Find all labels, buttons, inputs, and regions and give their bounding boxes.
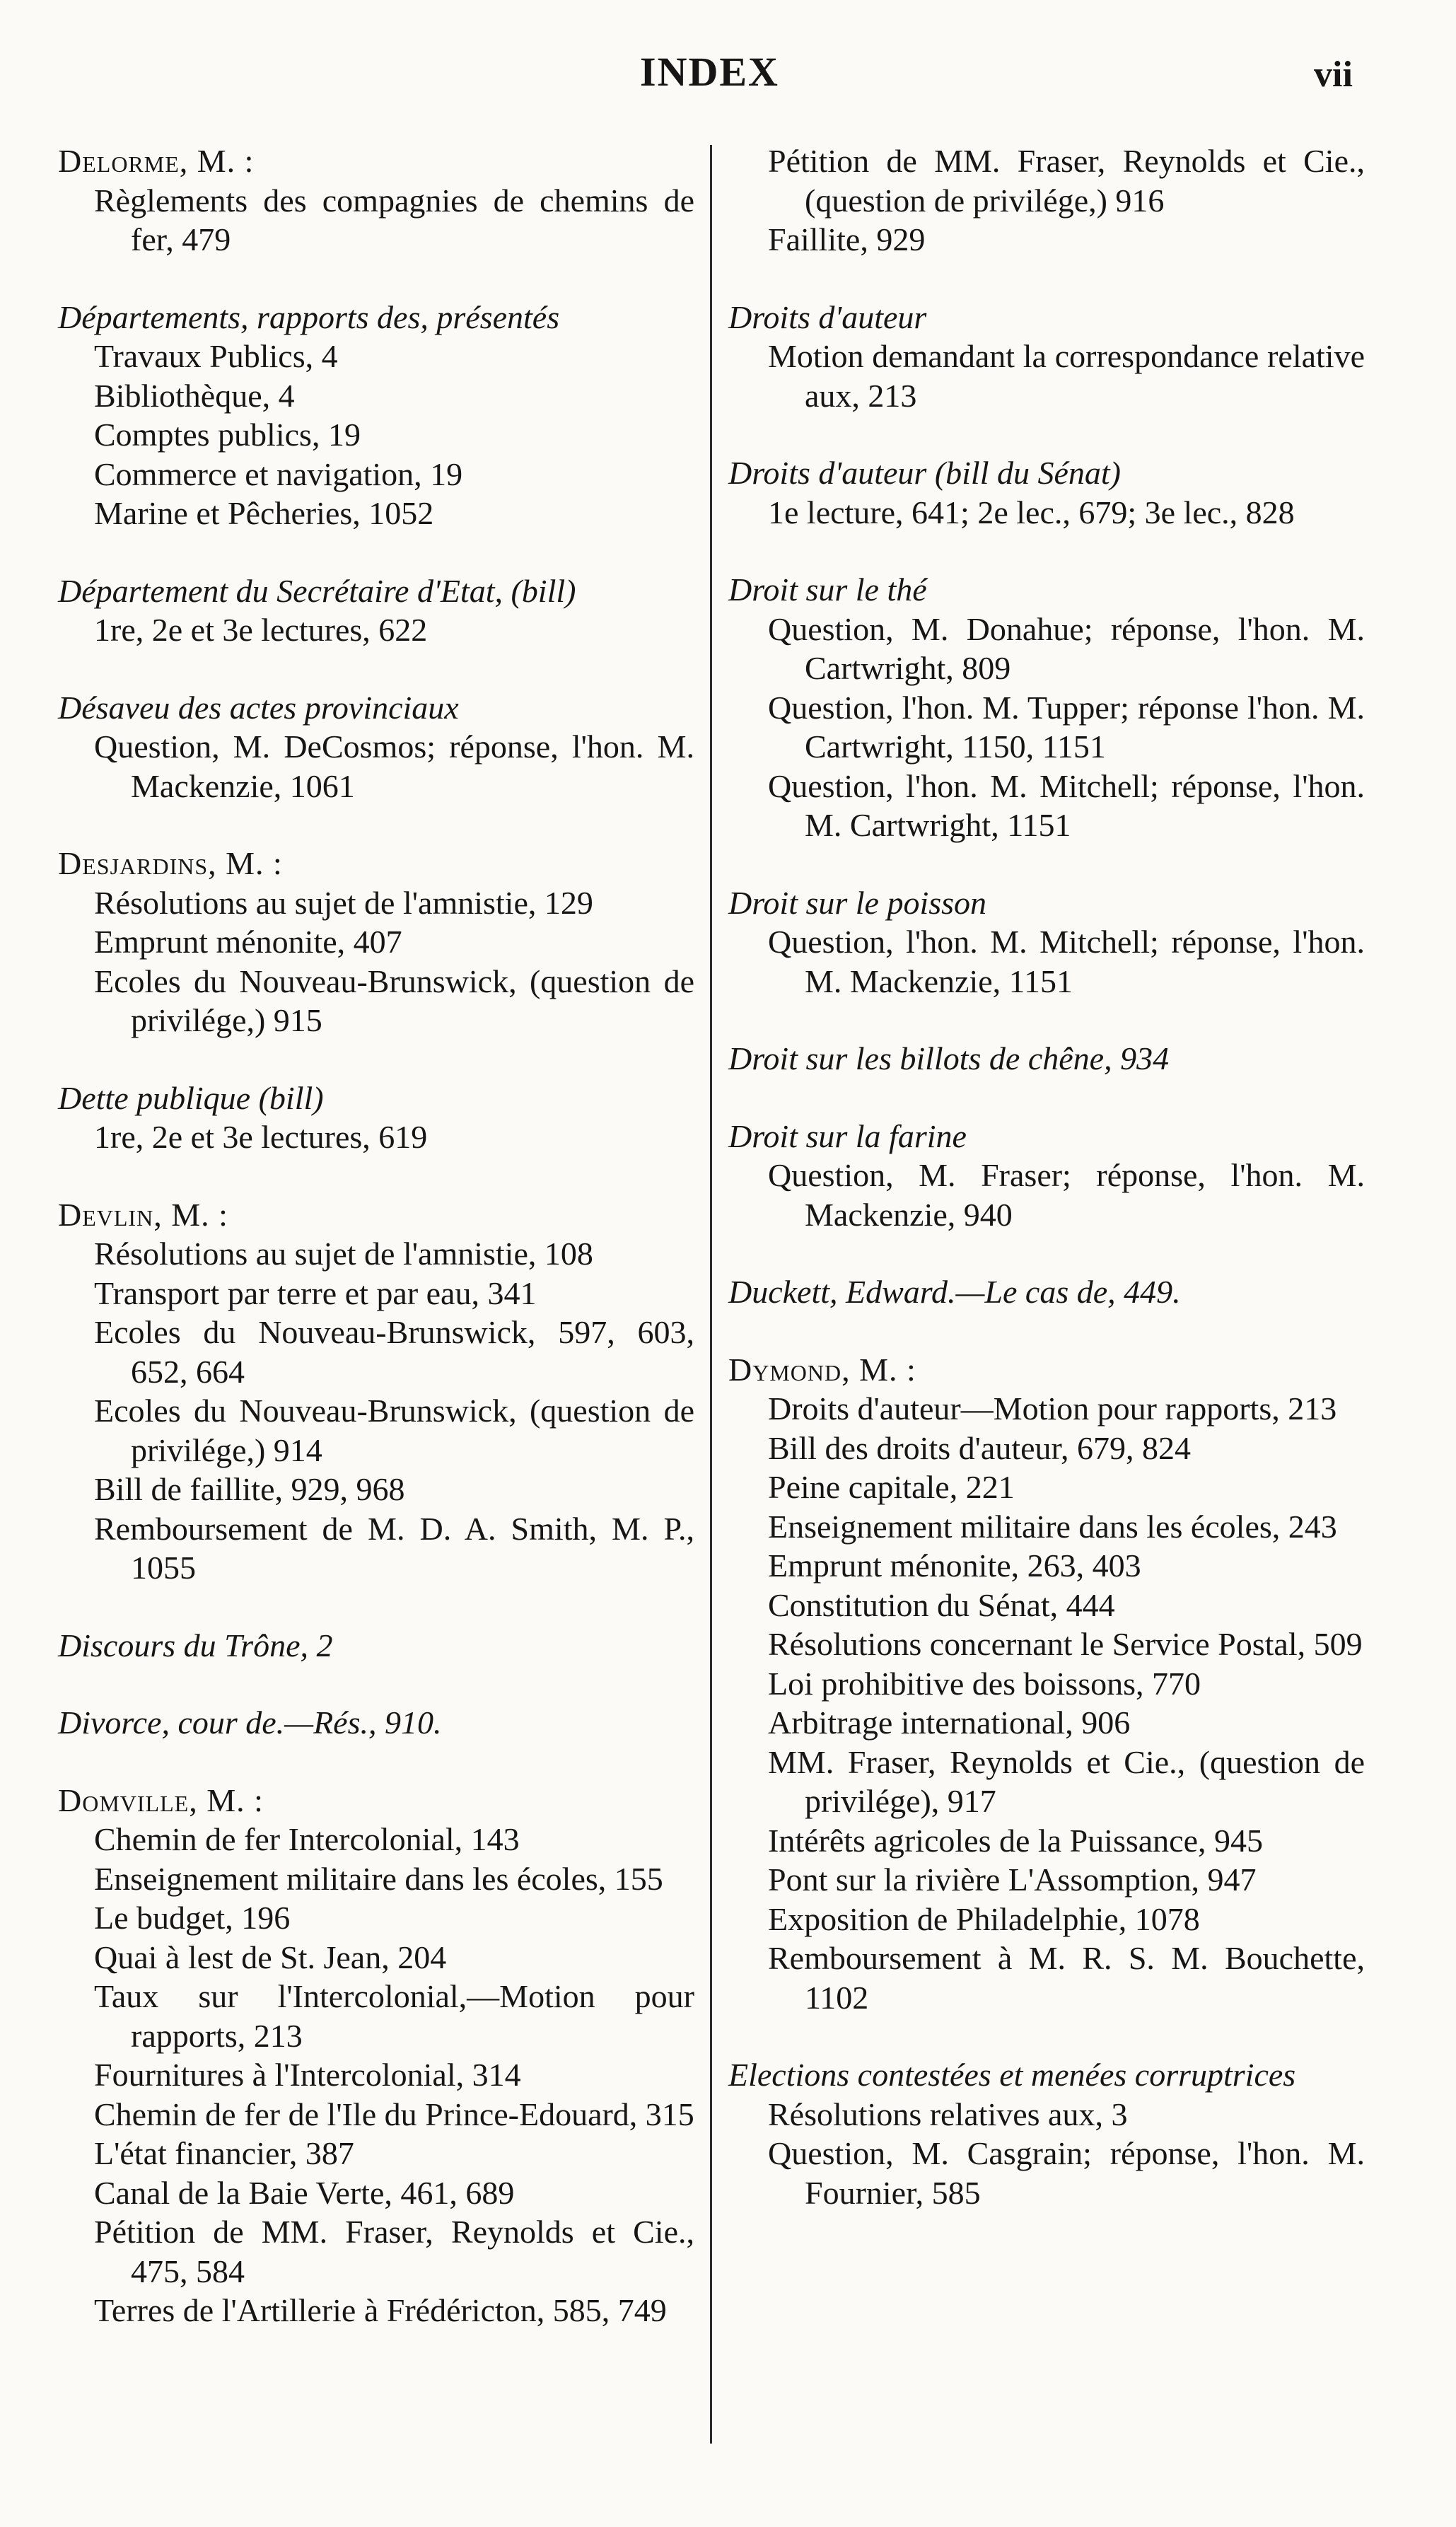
- index-heading: Départements, rapports des, présentés: [58, 298, 560, 335]
- index-subentry: Taux sur l'Intercolonial,—Motion pour rapports, 213: [94, 1978, 694, 2054]
- index-subentry: Pétition de MM. Fraser, Reynolds et Cie., (question de privilége,) 916: [768, 143, 1365, 219]
- index-entry: [58, 1781, 694, 2330]
- index-entry: [58, 1703, 694, 1743]
- index-subentry: Canal de la Baie Verte, 461, 689: [94, 2174, 515, 2211]
- index-subentry: Pont sur la rivière L'Assomption, 947: [768, 1861, 1257, 1898]
- index-entry: [58, 1195, 694, 1588]
- index-heading: Devlin, M. :: [58, 1196, 228, 1233]
- index-subentry: Résolutions au sujet de l'amnistie, 108: [94, 1236, 593, 1272]
- index-subentry: 1re, 2e et 3e lectures, 619: [94, 1119, 428, 1155]
- index-subentry: Question, l'hon. M. Mitchell; réponse, l'hon. M. Cartwright, 1151: [768, 767, 1365, 843]
- index-subentry: Intérêts agricoles de la Puissance, 945: [768, 1822, 1263, 1859]
- index-entry: [728, 1039, 1365, 1079]
- index-entry: [58, 571, 694, 650]
- index-subentry: Motion demandant la correspondance relative aux, 213: [768, 338, 1365, 414]
- index-subentry: Emprunt ménonite, 263, 403: [768, 1547, 1141, 1584]
- index-subentry: Ecoles du Nouveau-Brunswick, (question de privilége,) 915: [94, 963, 694, 1038]
- index-entry: [58, 844, 694, 1040]
- page-title: INDEX: [640, 49, 779, 95]
- index-subentry: Chemin de fer Intercolonial, 143: [94, 1821, 520, 1857]
- index-subentry: Commerce et navigation, 19: [94, 455, 463, 492]
- index-subentry: Le budget, 196: [94, 1900, 291, 1936]
- index-heading: Droit sur le thé: [728, 571, 927, 608]
- index-subentry: Bill de faillite, 929, 968: [94, 1471, 405, 1507]
- index-entry: [58, 1626, 694, 1666]
- index-subentry: Comptes publics, 19: [94, 417, 361, 453]
- index-subentry: Bibliothèque, 4: [94, 377, 295, 414]
- index-entry: [728, 453, 1365, 532]
- index-subentry: Quai à lest de St. Jean, 204: [94, 1939, 447, 1975]
- index-entry: [58, 141, 694, 260]
- index-entry: [728, 141, 1365, 260]
- index-subentry: Constitution du Sénat, 444: [768, 1586, 1115, 1623]
- index-heading: Domville, M. :: [58, 1782, 264, 1818]
- index-heading: Département du Secrétaire d'Etat, (bill): [58, 572, 576, 609]
- index-entry: [728, 1350, 1365, 2018]
- index-heading: Duckett, Edward.—Le cas de, 449.: [728, 1274, 1181, 1310]
- index-subentry: 1re, 2e et 3e lectures, 622: [94, 612, 428, 648]
- index-heading: Droits d'auteur: [728, 298, 927, 335]
- index-subentry: Emprunt ménonite, 407: [94, 924, 402, 960]
- index-subentry: Résolutions relatives aux, 3: [768, 2096, 1128, 2132]
- index-entry: [728, 1272, 1365, 1312]
- index-subentry: Règlements des compagnies de chemins de fer, 479: [94, 182, 694, 257]
- index-subentry: Peine capitale, 221: [768, 1469, 1015, 1505]
- index-heading: Desjardins, M. :: [58, 845, 283, 881]
- index-entry: [728, 883, 1365, 1001]
- index-subentry: Ecoles du Nouveau-Brunswick, 597, 603, 652, 664: [94, 1314, 694, 1390]
- index-heading: Droit sur les billots de chêne, 934: [728, 1040, 1170, 1076]
- index-subentry: Question, l'hon. M. Mitchell; réponse, l'hon. M. Mackenzie, 1151: [768, 924, 1365, 999]
- index-subentry: Ecoles du Nouveau-Brunswick, (question de privilége,) 914: [94, 1393, 694, 1468]
- index-subentry: MM. Fraser, Reynolds et Cie., (question de privilége), 917: [768, 1743, 1365, 1819]
- index-subentry: Enseignement militaire dans les écoles, 155: [94, 1860, 663, 1897]
- index-subentry: Résolutions concernant le Service Postal, 509: [768, 1626, 1363, 1662]
- index-entry: [58, 298, 694, 533]
- index-subentry: Question, M. Casgrain; réponse, l'hon. M. Fournier, 585: [768, 2135, 1365, 2211]
- index-heading: Désaveu des actes provinciaux: [58, 689, 459, 726]
- index-heading: Discours du Trône, 2: [58, 1627, 333, 1663]
- index-subentry: 1e lecture, 641; 2e lec., 679; 3e lec., 828: [768, 494, 1295, 530]
- index-entry: [728, 1117, 1365, 1235]
- index-subentry: Résolutions au sujet de l'amnistie, 129: [94, 884, 593, 921]
- right-column: [728, 141, 1365, 2250]
- index-subentry: Fournitures à l'Intercolonial, 314: [94, 2057, 521, 2093]
- index-heading: Delorme, M. :: [58, 143, 255, 179]
- index-subentry: Question, M. DeCosmos; réponse, l'hon. M. Mackenzie, 1061: [94, 728, 694, 804]
- index-subentry: Loi prohibitive des boissons, 770: [768, 1665, 1201, 1702]
- index-subentry: Droits d'auteur—Motion pour rapports, 213: [768, 1390, 1337, 1427]
- index-subentry: Terres de l'Artillerie à Frédéricton, 585, 749: [94, 2292, 667, 2328]
- index-entry: [728, 570, 1365, 845]
- index-entry: [728, 298, 1365, 416]
- index-subentry: Arbitrage international, 906: [768, 1704, 1131, 1741]
- index-subentry: Exposition de Philadelphie, 1078: [768, 1900, 1200, 1937]
- index-subentry: Marine et Pêcheries, 1052: [94, 495, 434, 531]
- column-divider: [710, 145, 712, 2444]
- index-subentry: Bill des droits d'auteur, 679, 824: [768, 1429, 1191, 1466]
- index-entry: [58, 688, 694, 806]
- index-heading: Dette publique (bill): [58, 1079, 324, 1116]
- index-subentry: Question, l'hon. M. Tupper; réponse l'hon. M. Cartwright, 1150, 1151: [768, 689, 1365, 765]
- left-column: [58, 141, 694, 2369]
- index-subentry: Pétition de MM. Fraser, Reynolds et Cie., 475, 584: [94, 2214, 694, 2289]
- index-subentry: L'état financier, 387: [94, 2135, 354, 2171]
- index-heading: Droit sur le poisson: [728, 884, 987, 921]
- index-subentry: Question, M. Fraser; réponse, l'hon. M. Mackenzie, 940: [768, 1157, 1365, 1233]
- index-subentry: Chemin de fer de l'Ile du Prince-Edouard, 315: [94, 2096, 694, 2132]
- page-number: vii: [1314, 54, 1353, 95]
- index-subentry: Transport par terre et par eau, 341: [94, 1274, 537, 1311]
- index-heading: Droits d'auteur (bill du Sénat): [728, 455, 1121, 491]
- index-subentry: Faillite, 929: [768, 221, 926, 257]
- index-subentry: Remboursement à M. R. S. M. Bouchette, 1102: [768, 1940, 1365, 2016]
- index-heading: Divorce, cour de.—Rés., 910.: [58, 1704, 442, 1741]
- index-subentry: Travaux Publics, 4: [94, 338, 338, 374]
- index-subentry: Remboursement de M. D. A. Smith, M. P., 1055: [94, 1510, 694, 1586]
- index-entry: [728, 2055, 1365, 2212]
- index-entry: [58, 1079, 694, 1157]
- index-heading: Elections contestées et menées corruptrices: [728, 2057, 1296, 2093]
- running-head: [0, 48, 1456, 112]
- index-heading: Dymond, M. :: [728, 1351, 916, 1388]
- index-heading: Droit sur la farine: [728, 1117, 967, 1154]
- index-subentry: Enseignement militaire dans les écoles, 243: [768, 1508, 1337, 1545]
- index-subentry: Question, M. Donahue; réponse, l'hon. M. Cartwright, 809: [768, 610, 1365, 686]
